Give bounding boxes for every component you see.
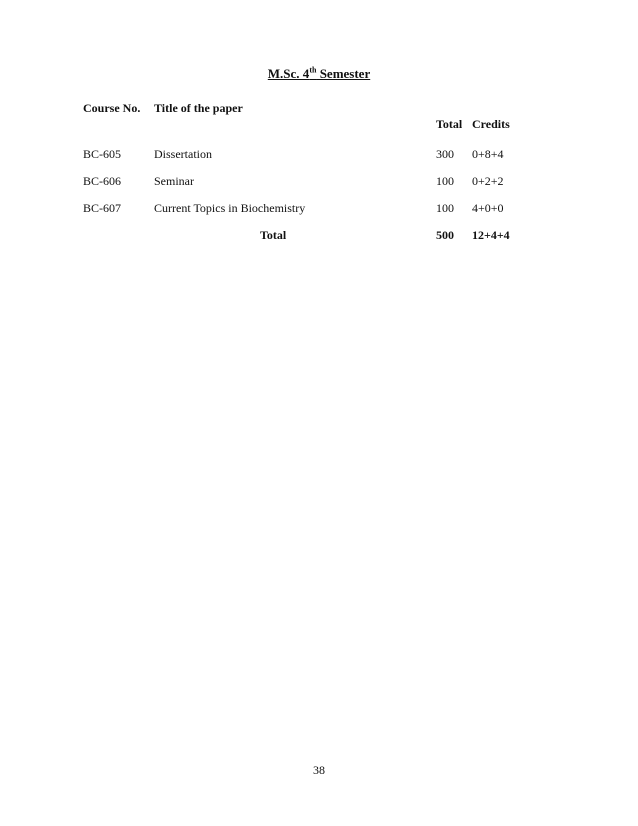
row-course-no: BC-606 [83,174,122,188]
row-course-no: BC-607 [83,201,122,215]
summary-total: 500 [436,228,454,242]
header-course-no: Course No. [83,101,141,115]
row-course-no: BC-605 [83,147,122,161]
row-total: 100 [436,201,454,215]
header-title: Title of the paper [154,101,243,115]
page-title [0,66,638,82]
header-total: Total [436,117,463,131]
row-title: Current Topics in Biochemistry [154,201,306,215]
row-credits: 0+8+4 [472,147,504,161]
title-suffix: Semester [316,66,371,81]
row-credits: 0+2+2 [472,174,504,188]
summary-credits: 12+4+4 [472,228,510,242]
row-title: Dissertation [154,147,212,161]
title-superscript: th [309,65,317,75]
page-title-text [268,66,370,81]
row-total: 100 [436,174,454,188]
summary-label: Total [260,228,287,242]
row-title: Seminar [154,174,194,188]
header-credits: Credits [472,117,510,131]
row-total: 300 [436,147,454,161]
page-number: 38 [313,763,325,777]
title-prefix: M.Sc. 4 [267,66,310,81]
row-credits: 4+0+0 [472,201,504,215]
